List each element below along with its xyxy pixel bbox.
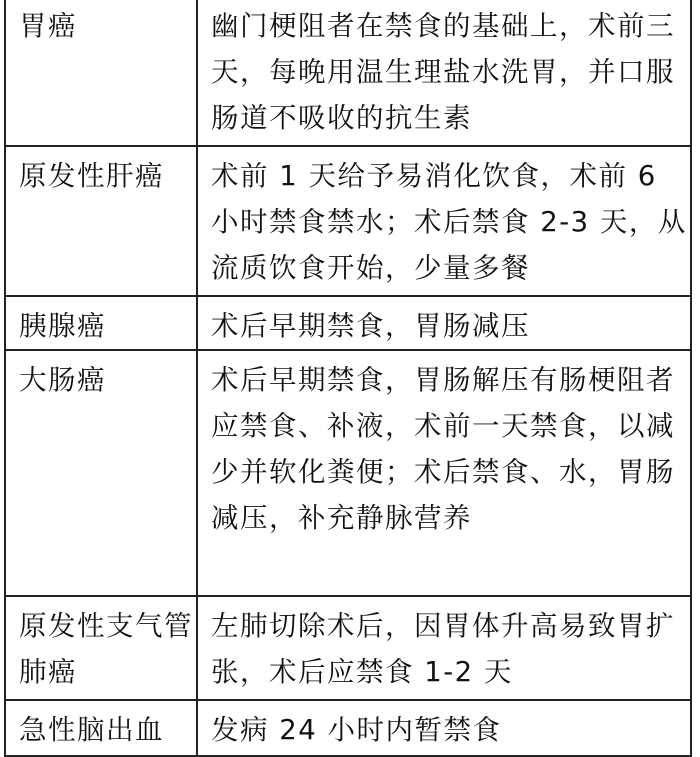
measure-cell: 幽门梗阻者在禁食的基础上，术前三天，每晚用温生理盐水洗胃，并口服肠道不吸收的抗生素: [197, 0, 691, 146]
table-row: [5, 296, 691, 350]
table-row: [5, 0, 691, 146]
measure-cell: 术后早期禁食，胃肠减压: [197, 296, 691, 350]
condition-cell: 胃癌: [5, 0, 197, 146]
table-row: [5, 596, 691, 700]
measure-cell: 发病 24 小时内暂禁食: [197, 700, 691, 756]
measure-cell: 术前 1 天给予易消化饮食，术前 6 小时禁食禁水；术后禁食 2-3 天，从流质饮食开始，少量多餐: [197, 146, 691, 296]
table-row: [5, 350, 691, 596]
measure-cell: 术后早期禁食，胃肠解压有肠梗阻者应禁食、补液，术前一天禁食，以减少并软化粪便；术后禁食、水，胃肠减压，补充静脉营养: [197, 350, 691, 596]
condition-cell: 大肠癌: [5, 350, 197, 596]
condition-cell: 原发性肝癌: [5, 146, 197, 296]
condition-cell: 原发性支气管肺癌: [5, 596, 197, 700]
table-row: [5, 700, 691, 756]
table-row: [5, 146, 691, 296]
measure-cell: 左肺切除术后，因胃体升高易致胃扩张，术后应禁食 1-2 天: [197, 596, 691, 700]
diet-guidance-table: [4, 0, 692, 757]
condition-cell: 急性脑出血: [5, 700, 197, 756]
condition-cell: 胰腺癌: [5, 296, 197, 350]
